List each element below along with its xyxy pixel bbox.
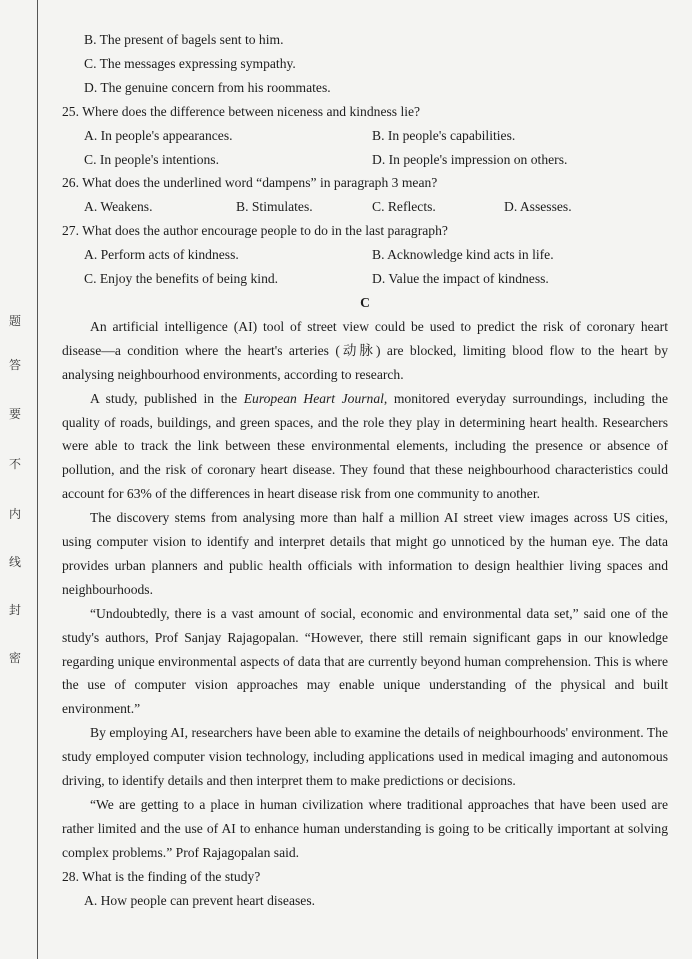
q26-option-a: A. Weakens. [84,199,153,215]
q27-option-a: A. Perform acts of kindness. [84,247,239,263]
passage-paragraph-3: The discovery stems from analysing more than half a million AI street view images across US cities, using computer vision to identify and interpret details that might go unnoticed by the human eye. The data provides urban planners and public health officials with information to design healthier living spaces and neighbourhoods. [62,510,668,597]
q26-stem: 26. What does the underlined word “dampens” in paragraph 3 mean? [62,175,438,191]
seal-char: 密 [8,651,21,665]
exam-content [62,28,668,913]
q25-stem: 25. Where does the difference between niceness and kindness lie? [62,103,421,119]
q27-option-b: B. Acknowledge kind acts in life. [372,247,554,263]
paragraph-text: A study, published in the [90,390,244,406]
binding-line [37,0,38,959]
seal-char: 内 [8,507,21,521]
passage-paragraph-4: “Undoubtedly, there is a vast amount of social, economic and environmental data set,” said one of the study's authors, Prof Sanjay Rajagopalan. “However, there still remain significant gaps in our knowledge regarding unique environmental aspects of data that are currently beyond human comprehension. This is where the use of computer vision approaches may enable unique understanding of the physical and built environment.” [62,605,668,717]
q25-option-a: A. In people's appearances. [84,127,233,143]
q25-option-c: C. In people's intentions. [84,151,219,167]
q24-option-b: B. The present of bagels sent to him. [84,32,284,47]
q27-options-row1 [62,243,668,267]
passage-paragraph-1: An artificial intelligence (AI) tool of street view could be used to predict the risk of coronary heart disease—a condition where the heart's arteries (动脉) are blocked, limiting blood flow to the heart by analysing neighbourhood environments, according to research. [62,318,668,382]
q27-option-c: C. Enjoy the benefits of being kind. [84,271,279,287]
passage-paragraph-2 [62,387,668,507]
q24-option-d: D. The genuine concern from his roommates. [84,79,331,95]
paragraph-text: , monitored everyday surroundings, including the quality of roads, buildings, and green spaces, and the role they play in determining heart health. Researchers were able to track the link between these environmental elements, including the presence or absence of pollution, and the risk of coronary heart disease. They found that these neighbourhood characteristics could account for 63% of the differences in heart disease risk from one community to another. [62,390,668,502]
q28-stem: 28. What is the finding of the study? [62,868,261,884]
seal-char: 线 [8,555,21,569]
q26-option-b: B. Stimulates. [236,199,313,215]
passage-paragraph-6: “We are getting to a place in human civilization where traditional approaches that have been used are rather limited and the use of AI to enhance human understanding is going to be critically important at solving complex problems.” Prof Rajagopalan said. [62,797,668,860]
q26-option-d: D. Assesses. [504,199,572,215]
q25-options-row1 [62,124,668,148]
q25-options-row2 [62,148,668,172]
journal-title: European Heart Journal [243,390,384,406]
seal-char: 要 [8,407,21,421]
q26-options [62,195,668,219]
q27-option-d: D. Value the impact of kindness. [372,271,549,287]
seal-char: 封 [8,603,21,617]
section-heading: C [360,294,370,310]
q27-stem: 27. What does the author encourage people to do in the last paragraph? [62,223,448,239]
q28-option-a: A. How people can prevent heart diseases. [84,892,316,908]
passage-paragraph-5: By employing AI, researchers have been able to examine the details of neighbourhoods' environment. The study employed computer vision technology, including applications used in medical imaging and autonomous driving, to identify details and then interpret them to make predictions or decisions. [62,725,668,789]
q25-option-d: D. In people's impression on others. [372,151,568,167]
q27-options-row2 [62,267,668,291]
seal-char: 题 [8,314,21,328]
q25-option-b: B. In people's capabilities. [372,127,516,143]
seal-char: 答 [8,358,21,372]
q24-option-c: C. The messages expressing sympathy. [84,55,296,71]
seal-char: 不 [8,457,21,471]
q26-option-c: C. Reflects. [372,199,436,215]
